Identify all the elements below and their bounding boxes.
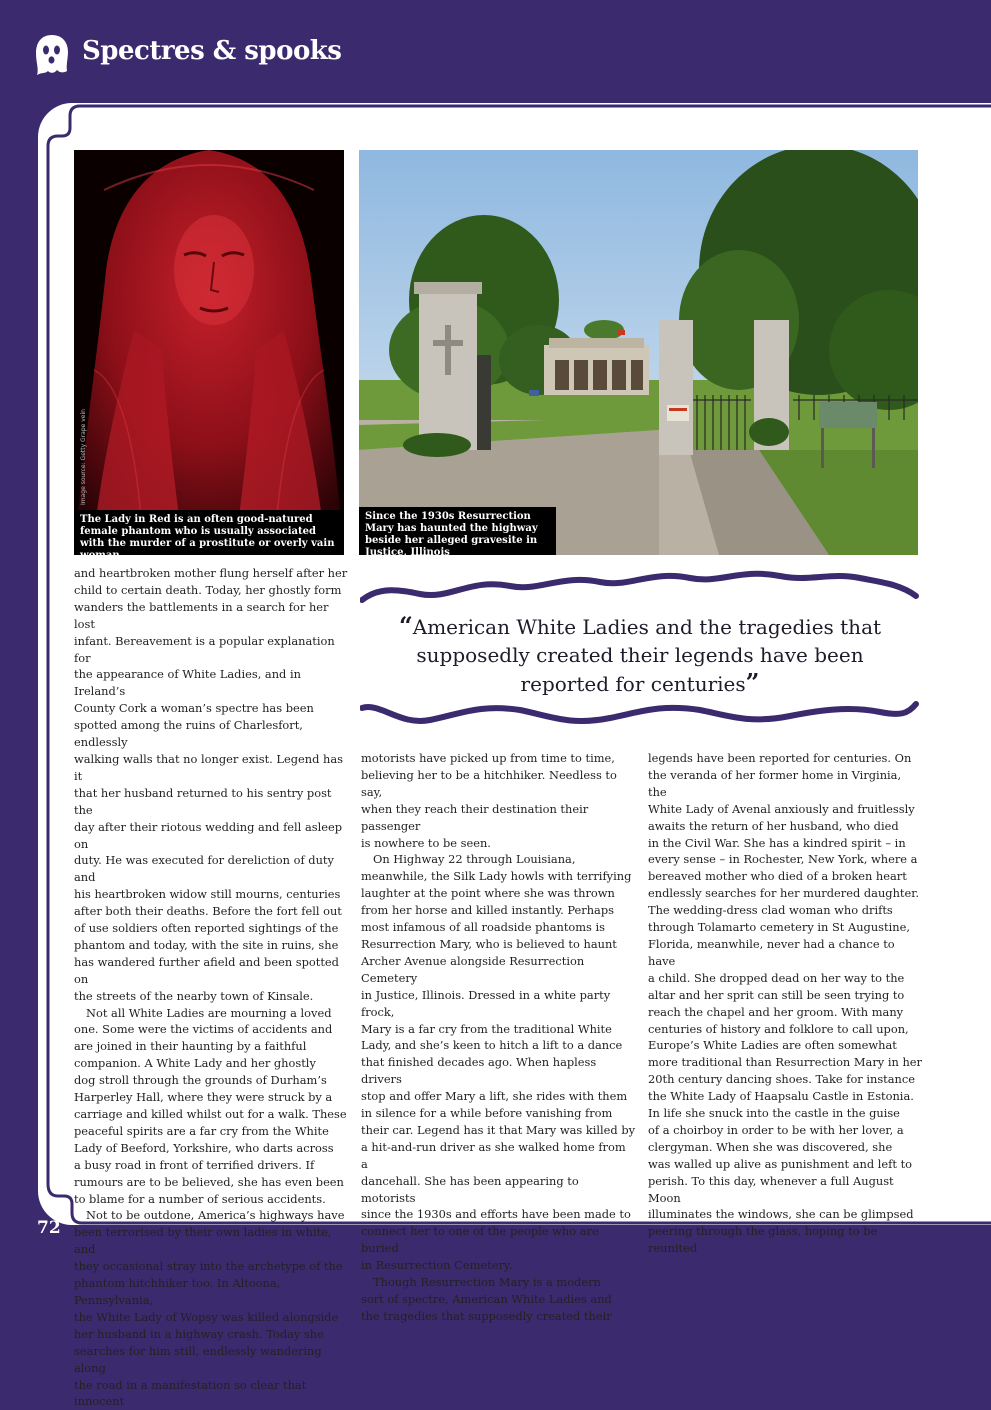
- lady-in-red-caption: The Lady in Red is an often good-natured female phantom who is usually associated with the murder of a prostitute or overly vain woman: [74, 510, 344, 555]
- resurrection-mary-caption: Since the 1930s Resurrection Mary has haunted the highway beside her alleged gravesite in Justice, Illinois: [359, 507, 556, 555]
- lady-in-red-photo: [74, 150, 344, 555]
- column-3-paragraph-1: legends have been reported for centuries. On the veranda of her former home in Virginia, the White Lady of Avenal anxiously and fruitlessly awaits the return of her husband, who died in the Civil War. She has a kindred spirit – in every sense – in Rochester, New York, where a bereaved mother who died of a broken heart endlessly searches for her murdered daughter. The wedding-dress clad woman who drifts through Tolamarto cemetery in St Augustine, Florida, meanwhile, never had a chance to have a child. She dropped dead on her way to the altar and her sprit can still be seen trying to reach the chapel and her groom. With many centuries of history and folklore to call upon, Europe’s White Ladies are often somewhat more traditional than Resurrection Mary in her 20th century dancing shoes. Take for instance the White Lady of Haapsalu Castle in Estonia. In life she snuck into the castle in the guise of a choirboy in order to be with her lover, a clergyman. When she was discovered, she was walled up alive as punishment and left to perish. To this day, whenever a full August Moon illuminates the windows, she can be glimpsed peering through the glass, hoping to be reunited: [648, 751, 922, 1256]
- page-number: 72: [37, 1218, 61, 1238]
- image-credit: [80, 493, 87, 505]
- article-column-1: [74, 565, 349, 1410]
- quote-wave-top: [360, 568, 920, 608]
- column-1-paragraph-3: Not to be outdone, America’s highways have been terrorised by their own ladies in white, and they occasional stray into the archetype of the phantom hitchhiker too. In Altoona, Pennsylvania, the White Lady of Wopsy was killed alongside her husband in a highway crash. Today she searches for him still, endlessly wandering along the road in a manifestation so clear that innocent: [74, 1208, 345, 1409]
- column-2-paragraph-1: motorists have picked up from time to time, believing her to be a hitchhiker. Needless to say, when they reach their destination their passenger is nowhere to be seen.: [361, 751, 617, 850]
- column-1-paragraph-2: Not all White Ladies are mourning a loved one. Some were the victims of accidents and are joined in their haunting by a faithful companion. A White Lady and her ghostly dog stroll through the grounds of Durham’s Harperley Hall, where they were struck by a carriage and killed whilst out for a walk. These peaceful spirits are a far cry from the White Lady of Beeford, Yorkshire, who darts across a busy road in front of terrified drivers. If rumours are to be believed, she has even been to blame for a number of serious accidents.: [74, 1005, 347, 1206]
- pull-quote-text: American White Ladies and the tragedies that supposedly created their legends have been reported for centuries: [412, 615, 882, 696]
- pull-quote: [380, 612, 900, 698]
- resurrection-cemetery-photo: [359, 150, 918, 555]
- column-1-paragraph-1: and heartbroken mother flung herself after her child to certain death. Today, her ghostly form wanders the battlements in a search for her lost infant. Bereavement is a popular explanation for the appearance of White Ladies, and in Ireland’s County Cork a woman’s spectre has been spotted among the ruins of Charlesfort, endlessly walking walls that no longer exist. Legend has it that her husband returned to his sentry post the day after their riotous wedding and fell asleep on duty. He was executed for dereliction of duty and his heartbroken widow still mourns, centuries after both their deaths. Before the fort fell out of use soldiers often reported sightings of the phantom and today, with the site in ruins, she has wandered further afield and been spotted on the streets of the nearby town of Kinsale.: [74, 566, 348, 1003]
- column-2-paragraph-2: On Highway 22 through Louisiana, meanwhile, the Silk Lady howls with terrifying laughter at the point where she was thrown from her horse and killed instantly. Perhaps most infamous of all roadside phantoms is Resurrection Mary, who is believed to haunt Archer Avenue alongside Resurrection Cemetery in Justice, Illinois. Dressed in a white party frock, Mary is a far cry from the traditional White Lady, and she’s keen to hitch a lift to a dance that finished decades ago. When hapless drivers stop and offer Mary a lift, she rides with them in silence for a while before vanishing from their car. Legend has it that Mary was killed by a hit-and-run driver as she walked home from a dancehall. She has been appearing to motorists since the 1930s and efforts have been made to connect her to one of the people who are buried in Resurrection Cemetery.: [361, 852, 636, 1273]
- article-column-3: [648, 750, 923, 1257]
- section-title: Spectres & spooks: [82, 36, 342, 66]
- quote-wave-bottom: [360, 696, 920, 732]
- column-2-paragraph-3: Though Resurrection Mary is a modern sort of spectre, American White Ladies and the tragedies that supposedly created their: [361, 1275, 612, 1323]
- article-column-2: [361, 750, 636, 1325]
- quote-close-mark: ”: [745, 668, 760, 697]
- quote-open-mark: “: [398, 611, 413, 640]
